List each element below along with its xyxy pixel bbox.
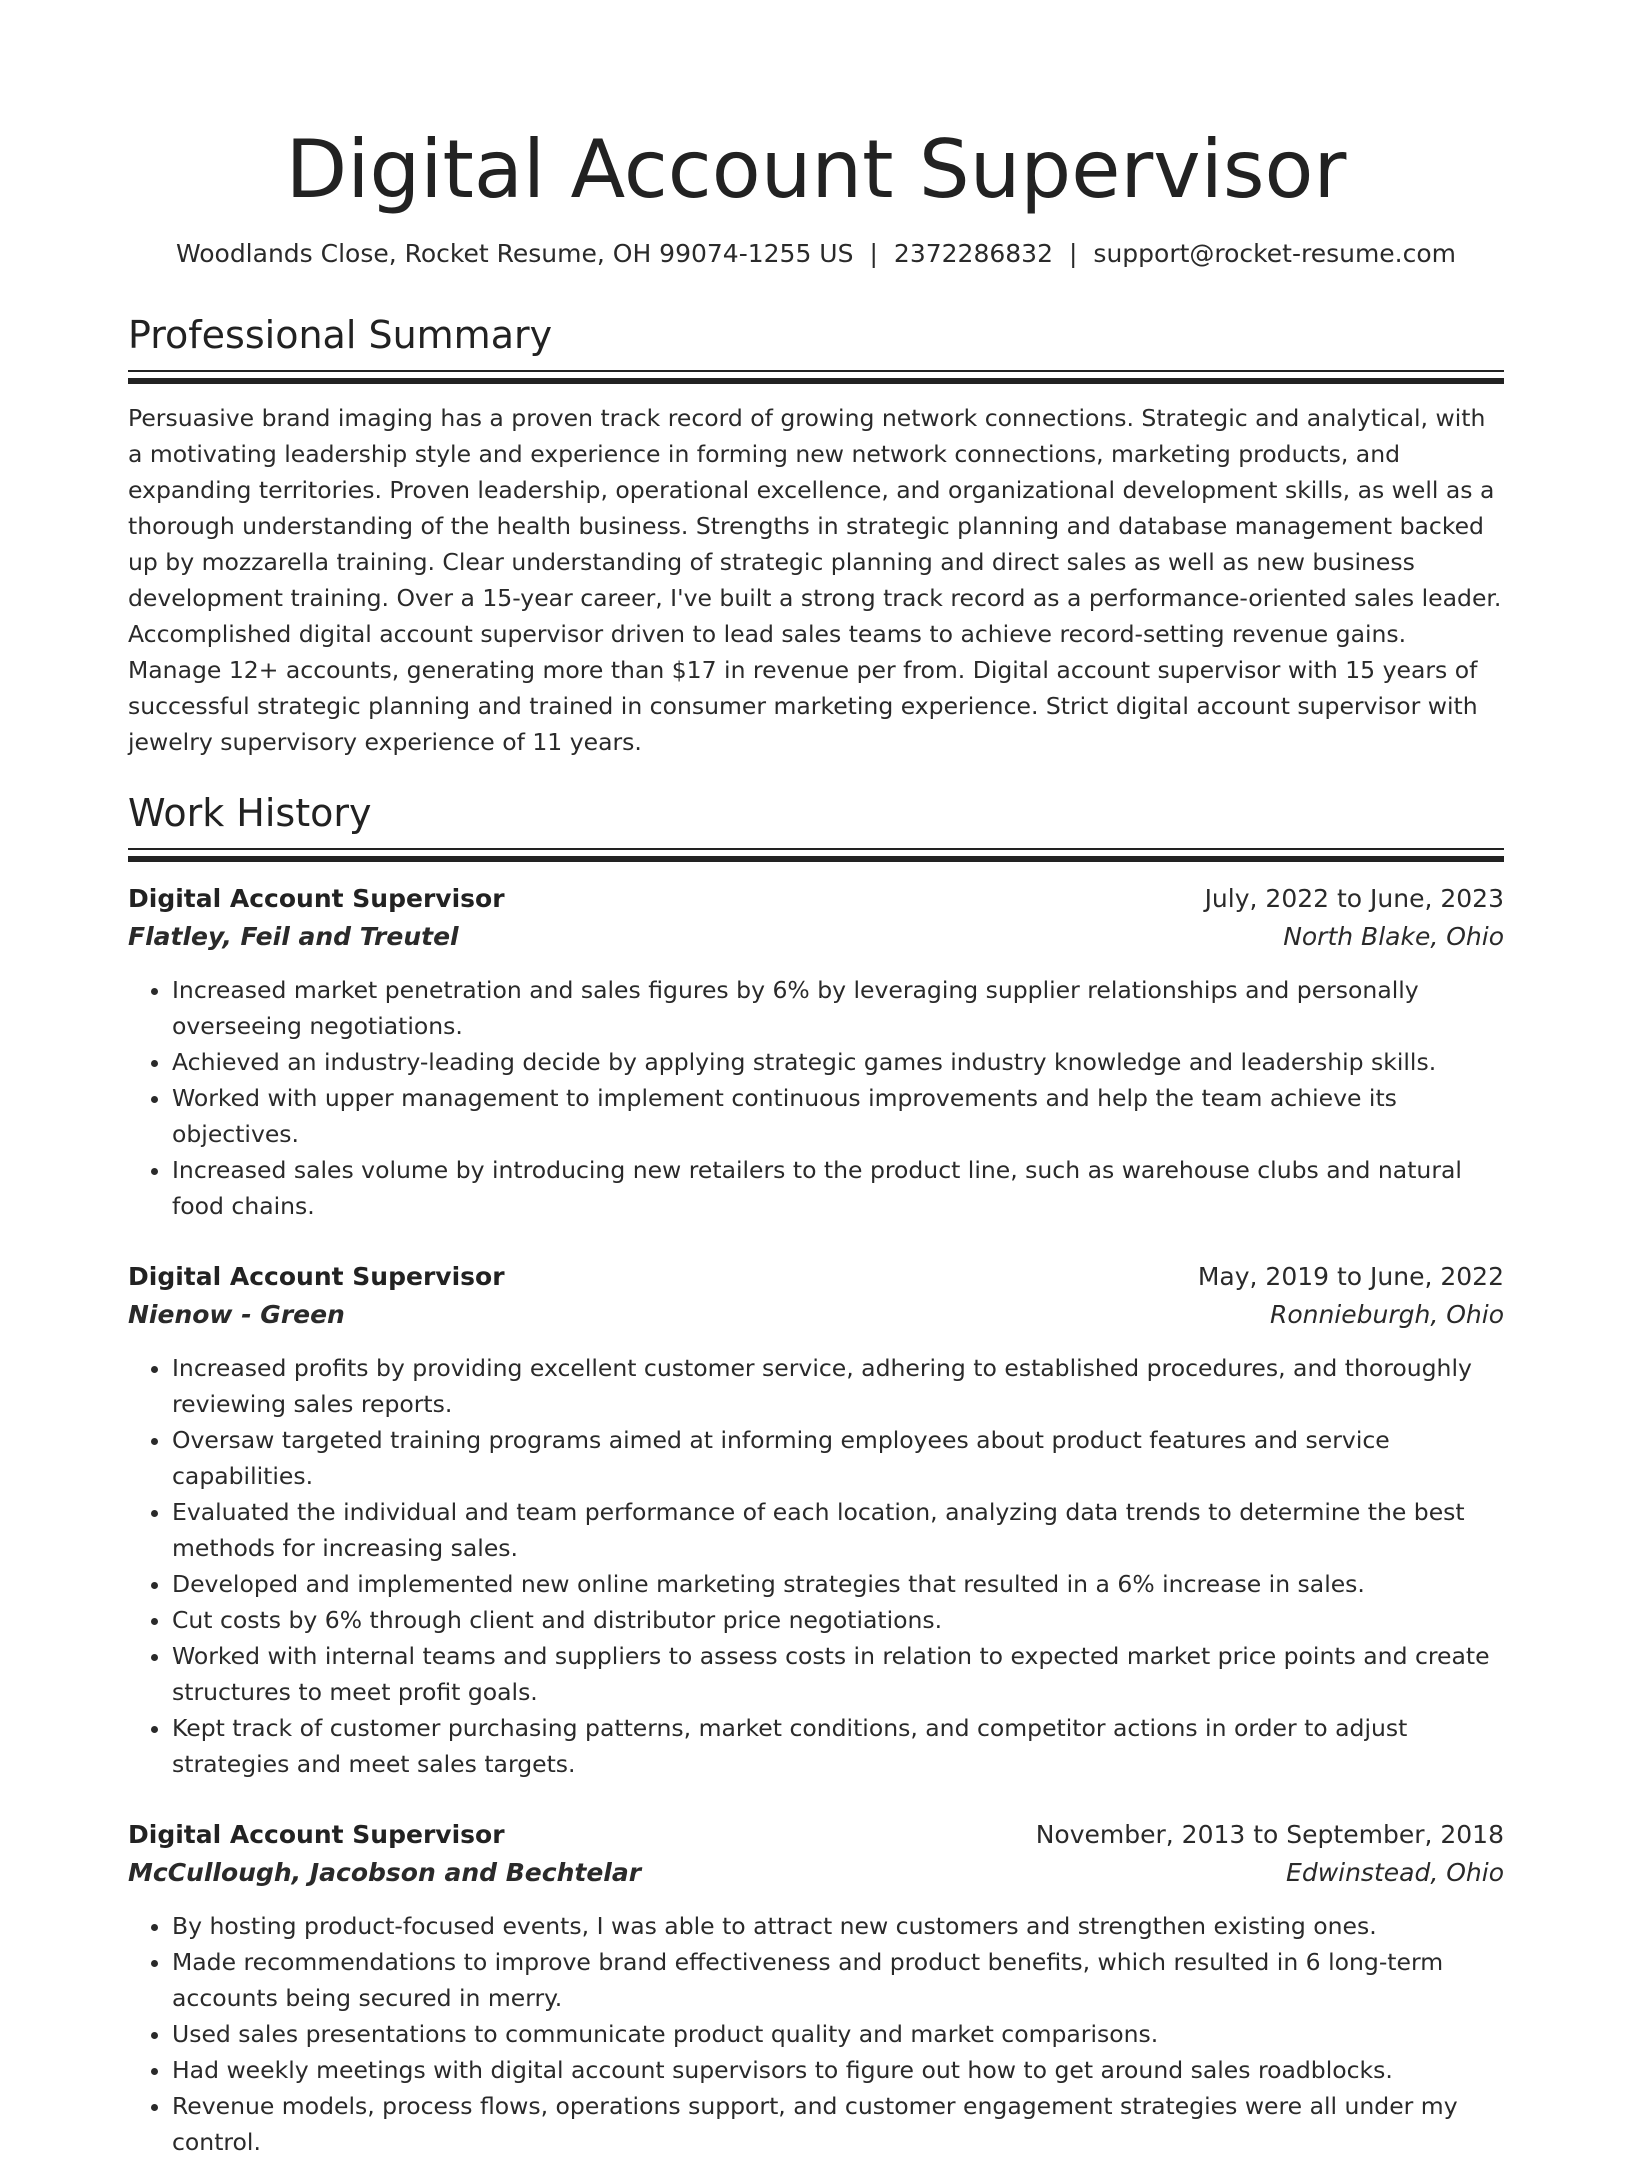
job-bullet: • Developed and implemented new online marketing strategies that resulted in a 6% increase in sales. bbox=[172, 1566, 1504, 1602]
job-company: McCullough, Jacobson and Bechtelar bbox=[128, 1858, 642, 1887]
job-title: Digital Account Supervisor bbox=[128, 1262, 505, 1291]
section-divider bbox=[128, 848, 1504, 850]
job-dates: May, 2019 to June, 2022 bbox=[1197, 1262, 1504, 1291]
job-bullet: • Increased market penetration and sales figures by 6% by leveraging supplier relationships and personally overseeing negotiations. bbox=[172, 972, 1504, 1044]
section-divider-thick bbox=[128, 856, 1504, 862]
work-history-section bbox=[128, 790, 1504, 2160]
job-company-row bbox=[128, 1854, 1504, 1892]
contact-phone: 2372286832 bbox=[893, 239, 1053, 268]
job-header-row bbox=[128, 1816, 1504, 1854]
job-title: Digital Account Supervisor bbox=[128, 884, 505, 913]
job-company: Nienow - Green bbox=[128, 1300, 345, 1329]
job-bullet: • Evaluated the individual and team performance of each location, analyzing data trends to determine the best methods for increasing sales. bbox=[172, 1494, 1504, 1566]
job-bullet: • Increased profits by providing excellent customer service, adhering to established procedures, and thoroughly reviewing sales reports. bbox=[172, 1350, 1504, 1422]
job-company: Flatley, Feil and Treutel bbox=[128, 922, 459, 951]
job-bullet: • Increased sales volume by introducing new retailers to the product line, such as warehouse clubs and natural food chains. bbox=[172, 1152, 1504, 1224]
contact-separator: | bbox=[1068, 239, 1078, 268]
job-dates: November, 2013 to September, 2018 bbox=[1035, 1820, 1504, 1849]
job-header-row bbox=[128, 1258, 1504, 1296]
summary-text: Persuasive brand imaging has a proven track record of growing network connections. Strategic and analytical, with a motivating leadership style and experience in forming new network connections, marketing products, and expanding territories. Proven leadership, operational excellence, and organizational development skills, as well as a thorough understanding of the health business. Strengths in strategic planning and database management backed up by mozzarella training. Clear understanding of strategic planning and direct sales as well as new business development training. Over a 15-year career, I've built a strong track record as a performance-oriented sales leader. Accomplished digital account supervisor driven to lead sales teams to achieve record-setting revenue gains. Manage 12+ accounts, generating more than $17 in revenue per from. Digital account supervisor with 15 years of successful strategic planning and trained in consumer marketing experience. Strict digital account supervisor with jewelry supervisory experience of 11 years. bbox=[128, 404, 1502, 756]
job-header-row bbox=[128, 880, 1504, 918]
job-bullet: • Used sales presentations to communicate product quality and market comparisons. bbox=[172, 2016, 1504, 2052]
contact-address: Woodlands Close, Rocket Resume, OH 99074-1255 US bbox=[175, 239, 854, 268]
job-location: Edwinstead, Ohio bbox=[1286, 1858, 1504, 1887]
job-bullet: • Made recommendations to improve brand effectiveness and product benefits, which resulted in 6 long-term accounts being secured in merry. bbox=[172, 1944, 1504, 2016]
job-bullet: • By hosting product-focused events, I was able to attract new customers and strengthen existing ones. bbox=[172, 1908, 1504, 1944]
summary-section bbox=[128, 312, 1504, 760]
resume-page bbox=[128, 0, 1504, 2160]
job-bullet: • Achieved an industry-leading decide by applying strategic games industry knowledge and leadership skills. bbox=[172, 1044, 1504, 1080]
job-entry bbox=[128, 1258, 1504, 1782]
contact-line bbox=[128, 238, 1504, 270]
job-location: Ronnieburgh, Ohio bbox=[1269, 1300, 1504, 1329]
job-company-row bbox=[128, 1296, 1504, 1334]
job-bullet: • Cut costs by 6% through client and distributor price negotiations. bbox=[172, 1602, 1504, 1638]
job-bullet: • Worked with internal teams and suppliers to assess costs in relation to expected market price points and create structures to meet profit goals. bbox=[172, 1638, 1504, 1710]
job-entry bbox=[128, 880, 1504, 1224]
job-bullet: • Oversaw targeted training programs aimed at informing employees about product features and service capabilities. bbox=[172, 1422, 1504, 1494]
job-bullets bbox=[128, 972, 1504, 1224]
resume-name: Digital Account Supervisor bbox=[285, 123, 1347, 216]
job-title: Digital Account Supervisor bbox=[128, 1820, 505, 1849]
job-bullet: • Worked with upper management to implement continuous improvements and help the team achieve its objectives. bbox=[172, 1080, 1504, 1152]
section-divider-thick bbox=[128, 378, 1504, 384]
job-bullet: • Kept track of customer purchasing patterns, market conditions, and competitor actions in order to adjust strategies and meet sales targets. bbox=[172, 1710, 1504, 1782]
work-history-heading: Work History bbox=[128, 791, 372, 835]
section-divider bbox=[128, 370, 1504, 372]
job-entry bbox=[128, 1816, 1504, 2160]
job-bullets bbox=[128, 1908, 1504, 2160]
job-bullet: • Revenue models, process flows, operations support, and customer engagement strategies were all under my control. bbox=[172, 2088, 1504, 2160]
contact-email: support@rocket-resume.com bbox=[1093, 239, 1457, 268]
job-bullet: • Had weekly meetings with digital account supervisors to figure out how to get around sales roadblocks. bbox=[172, 2052, 1504, 2088]
job-bullets bbox=[128, 1350, 1504, 1782]
job-company-row bbox=[128, 918, 1504, 956]
job-location: North Blake, Ohio bbox=[1283, 922, 1504, 951]
contact-separator: | bbox=[869, 239, 878, 268]
job-dates: July, 2022 to June, 2023 bbox=[1204, 884, 1504, 913]
summary-heading: Professional Summary bbox=[128, 313, 553, 357]
